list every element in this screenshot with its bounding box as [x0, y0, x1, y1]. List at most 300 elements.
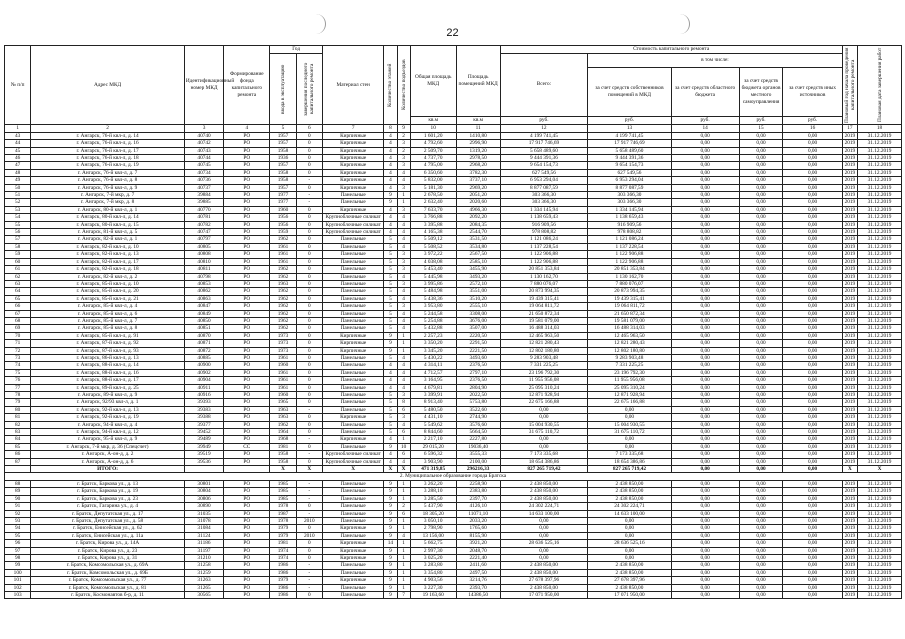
table-row	[5, 184, 902, 191]
cell-num: 78	[5, 392, 31, 399]
cell-cost-owners: 17 917 746,69	[588, 140, 671, 147]
cell-id: 40900	[184, 362, 223, 369]
cell-plan-end: 31.12.2019	[858, 547, 902, 554]
cell-id: 40850	[184, 317, 223, 324]
header-plan-start: Плановый год начала проведения капитального ремонта	[843, 47, 856, 123]
cell-id: 40805	[184, 243, 223, 250]
cell-num: 59	[5, 251, 31, 258]
cell-plan-start: 2019	[842, 258, 857, 265]
cell-address: г. Ангарск, 92-й квл-л, д. 19	[31, 414, 185, 421]
cell-cost-other: 0,00	[783, 325, 842, 332]
cell-cost-local: 0,00	[739, 362, 783, 369]
cell-fund: СС	[224, 443, 270, 450]
cell-fund: РО	[224, 547, 270, 554]
cell-cost-total: 24 302 224,71	[500, 503, 588, 510]
table-row	[5, 362, 902, 369]
cell-wall: Панельные	[322, 392, 383, 399]
column-number: 12	[500, 125, 588, 133]
header-living-area: Площадь помещений МКД	[456, 46, 500, 117]
cell-cost-local: 0,00	[739, 577, 783, 584]
cell-num: 79	[5, 399, 31, 406]
cell-cost-region: 0,00	[671, 377, 739, 384]
cell-num: 66	[5, 303, 31, 310]
header-wall: Материал стен	[322, 46, 383, 125]
table-row	[5, 369, 902, 376]
cell-living-area: 2393,70	[456, 584, 500, 591]
cell-plan-start: 2019	[842, 266, 857, 273]
cell-plan-start: 2019	[842, 547, 857, 554]
cell-cost-total: 12 821 280,43	[500, 340, 588, 347]
cell-cost-total: 9 654 154,73	[500, 162, 588, 169]
cell-plan-start: 2019	[842, 414, 857, 421]
cell-floors: 9	[384, 340, 397, 347]
cell-plan-start: 2019	[842, 517, 857, 524]
cell-wall: Панельные	[322, 251, 383, 258]
cell-cost-local: 0,00	[739, 325, 783, 332]
cell-address: г. Братск, Депутатская ул., д. 58	[31, 517, 185, 524]
cell-cost-other: 0,00	[783, 503, 842, 510]
cell-year-renovation: 0	[296, 147, 322, 154]
cell-fund: РО	[224, 517, 270, 524]
cell-id: 40740	[184, 132, 223, 139]
cell-cost-other: 0,00	[783, 429, 842, 436]
cell-cost-owners: 0,00	[588, 414, 671, 421]
cell-id: 31084	[184, 525, 223, 532]
cell-plan-start: 2019	[842, 177, 857, 184]
cell-cost-other: 0,00	[783, 273, 842, 280]
cell-cost-total: 16 488 314,03	[500, 325, 588, 332]
cell-total-area: 4 792,60	[410, 140, 456, 147]
cell-year-commission: 1979	[270, 577, 296, 584]
cell-entrances: 3	[397, 280, 410, 287]
cell-cost-other: 0,00	[783, 421, 842, 428]
cell-cost-total: 23 196 792,30	[500, 369, 588, 376]
cell-plan-end: 31.12.2019	[858, 243, 902, 250]
cell-living-area: 3676,00	[456, 317, 500, 324]
cell-fund: РО	[224, 147, 270, 154]
cell-num: 45	[5, 147, 31, 154]
cell-year-commission: 1973	[270, 332, 296, 339]
cell-cost-owners: 0,00	[588, 554, 671, 561]
cell-living-area: 3493,20	[456, 273, 500, 280]
cell-num: 89	[5, 488, 31, 495]
cell-year-renovation: -	[296, 495, 322, 502]
cell-entrances: 4	[397, 310, 410, 317]
cell-plan-start: 2019	[842, 354, 857, 361]
cell-plan-end: 31.12.2019	[858, 266, 902, 273]
cell-year-commission: 1979	[270, 525, 296, 532]
cell-cost-other: 0,00	[783, 199, 842, 206]
cell-id: 31210	[184, 554, 223, 561]
cell-cost-owners: 14 633 100,00	[588, 510, 671, 517]
cell-cost-other: 0,00	[783, 443, 842, 450]
table-row	[5, 591, 902, 598]
cell-cost-owners: 7 331 225,25	[588, 362, 671, 369]
cell-floors: 5	[384, 317, 397, 324]
cell-cost-local: 0,00	[739, 295, 783, 302]
cell-cost-region: 0,00	[671, 547, 739, 554]
cell-cost-region: 0,00	[671, 480, 739, 487]
cell-cost-owners: 19 439 315,41	[588, 295, 671, 302]
cell-cost-owners: 6 953 294,04	[588, 177, 671, 184]
cell-cost-other: 0,00	[783, 184, 842, 191]
cell-entrances: 1	[397, 332, 410, 339]
cell-living-area: 296216,33	[456, 466, 500, 473]
column-number: 14	[671, 125, 739, 133]
cell-address: г. Ангарск, 86-й квл-л, д. 13	[31, 354, 185, 361]
cell-cost-other: 0,00	[783, 251, 842, 258]
cell-fund: РО	[224, 221, 270, 228]
cell-cost-other: 0,00	[783, 340, 842, 347]
cell-num: 76	[5, 377, 31, 384]
cell-entrances: 2	[397, 132, 410, 139]
cell-cost-total: 27 678 397,96	[500, 577, 588, 584]
cell-address: г. Ангарск, 80-й квл-л, д. 15	[31, 221, 185, 228]
cell-cost-region: 0,00	[671, 340, 739, 347]
cell-address: г. Ангарск, А-он-д, д. 6	[31, 458, 185, 465]
cell-year-renovation: -	[296, 406, 322, 413]
cell-year-renovation: 0	[296, 554, 322, 561]
cell-wall: Панельные	[322, 192, 383, 199]
cell-address: г. Ангарск, 7-й мкр, д. 8	[31, 199, 185, 206]
cell-total-area: 5 832,00	[410, 177, 456, 184]
cell-plan-start: 2019	[842, 280, 857, 287]
cell-cost-owners: 978 808,82	[588, 229, 671, 236]
cell-cost-owners: 19 581 079,00	[588, 317, 671, 324]
cell-num: 101	[5, 577, 31, 584]
table-row	[5, 532, 902, 539]
cell-cost-total: 19 581 079,00	[500, 317, 588, 324]
cell-year-renovation: 0	[296, 340, 322, 347]
cell-total-area: 4 712,57	[410, 369, 456, 376]
cell-fund: РО	[224, 458, 270, 465]
cell-cost-region: 0,00	[671, 273, 739, 280]
cell-year-renovation: 0	[296, 280, 322, 287]
cell-cost-region: 0,00	[671, 258, 739, 265]
cell-wall: Крупноблочные силикат	[322, 229, 383, 236]
cell-floors: 4	[384, 384, 397, 391]
cell-plan-start: 2019	[842, 169, 857, 176]
cell-fund: РО	[224, 140, 270, 147]
cell-entrances: 4	[397, 214, 410, 221]
cell-fund: РО	[224, 510, 270, 517]
column-number: 11	[456, 125, 500, 133]
cell-year-renovation: 0	[296, 354, 322, 361]
cell-cost-owners: 9 444 391,36	[588, 155, 671, 162]
cell-wall: Крупноблочные силикат	[322, 214, 383, 221]
cell-living-area: 3531,50	[456, 236, 500, 243]
cell-plan-start: X	[842, 466, 857, 473]
cell-cost-local: 0,00	[739, 540, 783, 547]
table-row	[5, 140, 902, 147]
cell-plan-end: 31.12.2019	[858, 184, 902, 191]
cell-id: 31124	[184, 532, 223, 539]
cell-wall: Кирпичные	[322, 347, 383, 354]
cell-entrances: X	[397, 466, 410, 473]
cell-wall: Панельные	[322, 310, 383, 317]
cell-total-area: 4 679,81	[410, 384, 456, 391]
cell-id: 39536	[184, 458, 223, 465]
cell-cost-total: 9 283 903,48	[500, 354, 588, 361]
cell-address: г. Ангарск, 76-й квл-л, д. 9	[31, 184, 185, 191]
cell-plan-end: 31.12.2019	[858, 221, 902, 228]
cell-floors: 5	[384, 392, 397, 399]
cell-cost-owners: 8 877 087,59	[588, 184, 671, 191]
cell-entrances: 1	[397, 495, 410, 502]
cell-num: 50	[5, 184, 31, 191]
cell-entrances: 1	[397, 436, 410, 443]
cell-plan-end: 31.12.2019	[858, 510, 902, 517]
cell-living-area: 2221,50	[456, 347, 500, 354]
cell-year-commission: 1956	[270, 214, 296, 221]
cell-cost-total: 11 955 956,08	[500, 377, 588, 384]
cell-address: г. Ангарск, 82-й квл-л, д. 13	[31, 251, 185, 258]
header-id: Идентификационный номер МКД	[184, 46, 223, 125]
cell-cost-local: 0,00	[739, 147, 783, 154]
cell-floors: 4	[384, 147, 397, 154]
cell-year-commission: 1973	[270, 347, 296, 354]
cell-living-area: 3921,20	[456, 540, 500, 547]
cell-year-renovation: 0	[296, 317, 322, 324]
cell-wall: Панельные	[322, 562, 383, 569]
cell-year-commission: 1957	[270, 140, 296, 147]
cell-plan-start: 2019	[842, 192, 857, 199]
cell-year-renovation: 0	[296, 236, 322, 243]
cell-cost-region: 0,00	[671, 140, 739, 147]
cell-wall: Панельные	[322, 532, 383, 539]
cell-address: г. Ангарск, 95-й квл-л, д. 9	[31, 436, 185, 443]
cell-wall: Крупноблочные силикат	[322, 221, 383, 228]
cell-wall: Панельные	[322, 280, 383, 287]
cell-plan-start: 2019	[842, 310, 857, 317]
cell-wall: Панельные	[322, 503, 383, 510]
cell-cost-owners: 16 488 314,03	[588, 325, 671, 332]
cell-address: г. Ангарск, 76-й квл-л, д. 19	[31, 162, 185, 169]
cell-cost-total: 9 444 391,36	[500, 155, 588, 162]
cell-cost-region: 0,00	[671, 443, 739, 450]
cell-year-commission: 1985	[270, 495, 296, 502]
cell-living-area: 3522,60	[456, 406, 500, 413]
cell-plan-start: 2019	[842, 562, 857, 569]
cell-cost-owners: 2 438 850,00	[588, 584, 671, 591]
cell-id: 31259	[184, 569, 223, 576]
cell-num: 65	[5, 295, 31, 302]
cell-cost-local: 0,00	[739, 155, 783, 162]
cell-total-area: 19 163,60	[410, 591, 456, 598]
cell-cost-owners: 2 438 850,00	[588, 480, 671, 487]
cell-wall: Кирпичные	[322, 147, 383, 154]
cell-cost-local: 0,00	[739, 310, 783, 317]
cell-cost-local: 0,00	[739, 177, 783, 184]
cell-plan-end: 31.12.2019	[858, 532, 902, 539]
cell-cost-other: 0,00	[783, 584, 842, 591]
cell-total-area: 5 244,58	[410, 310, 456, 317]
cell-num: 87	[5, 458, 31, 465]
cell-total-area: 4 737,70	[410, 155, 456, 162]
cell-plan-start: 2019	[842, 443, 857, 450]
cell-num: 67	[5, 310, 31, 317]
cell-entrances: 10	[397, 443, 410, 450]
cell-cost-total: 7 173 335,68	[500, 451, 588, 458]
cell-cost-local: 0,00	[739, 303, 783, 310]
header-year-renovation: завершения последнего капитального ремонта	[296, 53, 322, 124]
cell-cost-region: 0,00	[671, 206, 739, 213]
cell-year-renovation: 2010	[296, 532, 322, 539]
cell-fund: РО	[224, 488, 270, 495]
cell-total-area: 3 903,90	[410, 458, 456, 465]
cell-plan-start: 2019	[842, 273, 857, 280]
table-row	[5, 258, 902, 265]
cell-cost-local: 0,00	[739, 525, 783, 532]
cell-cost-other: 0,00	[783, 569, 842, 576]
cell-wall: Кирпичные	[322, 547, 383, 554]
cell-fund: РО	[224, 414, 270, 421]
cell-plan-start: 2019	[842, 251, 857, 258]
cell-year-commission: 1963	[270, 280, 296, 287]
cell-plan-end: 31.12.2019	[858, 132, 902, 139]
cell-address: г. Братск, Гагарина ул., д. 4	[31, 503, 185, 510]
cell-plan-start: 2019	[842, 429, 857, 436]
cell-plan-end: 31.12.2019	[858, 554, 902, 561]
cell-plan-start: 2019	[842, 317, 857, 324]
cell-fund: РО	[224, 591, 270, 598]
cell-fund: РО	[224, 480, 270, 487]
cell-id: 40847	[184, 303, 223, 310]
cell-cost-other: 0,00	[783, 332, 842, 339]
cell-cost-other: 0,00	[783, 155, 842, 162]
cell-num: 49	[5, 177, 31, 184]
cell-plan-end: 31.12.2019	[858, 369, 902, 376]
section-row	[5, 473, 902, 480]
cell-id: 40734	[184, 169, 223, 176]
cell-living-area: 1319,20	[456, 147, 500, 154]
cell-plan-start: 2019	[842, 243, 857, 250]
cell-num: 57	[5, 236, 31, 243]
cell-id: 40747	[184, 229, 223, 236]
cell-cost-owners: 0,00	[588, 517, 671, 524]
cell-year-renovation: 0	[296, 132, 322, 139]
table-row	[5, 584, 902, 591]
cell-year-renovation: 0	[296, 421, 322, 428]
cell-year-commission: 1973	[270, 340, 296, 347]
cell-living-area: 1410,80	[456, 132, 500, 139]
cell-cost-region: 0,00	[671, 517, 739, 524]
cell-id: 40849	[184, 310, 223, 317]
cell-num: 58	[5, 243, 31, 250]
cell-entrances: 3	[397, 162, 410, 169]
cell-year-commission: 1958	[270, 458, 296, 465]
cell-total-area: 3 262,20	[410, 480, 456, 487]
cell-cost-owners: 7 173 335,68	[588, 451, 671, 458]
cell-cost-owners: 19 064 811,72	[588, 303, 671, 310]
cell-total-area: 2 257,23	[410, 332, 456, 339]
cell-living-area: 2020,60	[456, 199, 500, 206]
cell-year-commission: 1981	[270, 443, 296, 450]
cell-year-commission: 1960	[270, 392, 296, 399]
cell-wall: Панельные	[322, 273, 383, 280]
cell-wall: Панельные	[322, 510, 383, 517]
cell-cost-region: 0,00	[671, 577, 739, 584]
cell-address: г. Братск, Кирова ул., д. 23	[31, 547, 185, 554]
cell-cost-total: 0,00	[500, 436, 588, 443]
cell-plan-start: 2019	[842, 577, 857, 584]
cell-entrances: 6	[397, 406, 410, 413]
cell-cost-owners: 21 650 872,34	[588, 310, 671, 317]
cell-address: г. Братск, Енисейская ул., д. 62	[31, 525, 185, 532]
cell-floors: 4	[384, 214, 397, 221]
cell-floors: 9	[384, 480, 397, 487]
cell-cost-other: 0,00	[783, 295, 842, 302]
table-row	[5, 206, 902, 213]
cell-plan-start: 2019	[842, 451, 857, 458]
cell-wall: Кирпичные	[322, 184, 383, 191]
cell-floors: 9	[384, 591, 397, 598]
cell-id: 40863	[184, 295, 223, 302]
cell-total-area: 5 430,22	[410, 354, 456, 361]
cell-plan-start: 2019	[842, 214, 857, 221]
cell-fund: РО	[224, 251, 270, 258]
header-incl: в том числе:	[588, 53, 842, 67]
cell-year-commission: 1956	[270, 221, 296, 228]
cell-plan-start: 2019	[842, 540, 857, 547]
cell-cost-local: 0,00	[739, 236, 783, 243]
cell-cost-total: 22 675 166,88	[500, 399, 588, 406]
cell-entrances: 3	[397, 414, 410, 421]
cell-num: 90	[5, 495, 31, 502]
cell-floors: 9	[384, 577, 397, 584]
cell-address: г. Братск, Енисейская ул., д. 11а	[31, 532, 185, 539]
cell-cost-total: 978 808,82	[500, 229, 588, 236]
table-row	[5, 458, 902, 465]
cell-id: 39884	[184, 192, 223, 199]
table-body-bratsk	[5, 480, 902, 599]
cell-cost-owners: 303 366,30	[588, 199, 671, 206]
cell-id: 40911	[184, 384, 223, 391]
cell-cost-total: 0,00	[500, 414, 588, 421]
cell-num: 61	[5, 266, 31, 273]
cell-floors: 4	[384, 132, 397, 139]
cell-plan-start: 2019	[842, 295, 857, 302]
cell-cost-region: 0,00	[671, 451, 739, 458]
cell-floors: 9	[384, 584, 397, 591]
header-year-group: Год	[270, 46, 323, 54]
cell-year-renovation: 0	[296, 429, 322, 436]
cell-plan-start: 2019	[842, 503, 857, 510]
cell-num: 80	[5, 406, 31, 413]
cell-address: г. Ангарск, 76-й квл-л, д. 18	[31, 155, 185, 162]
cell-year-commission: 1958	[270, 169, 296, 176]
column-number: 1	[5, 125, 31, 133]
cell-address: г. Ангарск, 76-й квл-л, д. 16	[31, 140, 185, 147]
cell-fund: РО	[224, 384, 270, 391]
cell-cost-other: 0,00	[783, 532, 842, 539]
cell-plan-start: 2019	[842, 147, 857, 154]
cell-plan-end: 31.12.2019	[858, 495, 902, 502]
cell-cost-other: 0,00	[783, 591, 842, 598]
table-row	[5, 377, 902, 384]
cell-entrances: 4	[397, 369, 410, 376]
cell-entrances: 4	[397, 288, 410, 295]
cell-fund: РО	[224, 554, 270, 561]
cell-total-area: 8 844,60	[410, 429, 456, 436]
cell-living-area: 4966,30	[456, 206, 500, 213]
cell-year-renovation: 0	[296, 155, 322, 162]
cell-id: 40862	[184, 288, 223, 295]
cell-wall: Панельные	[322, 362, 383, 369]
column-number: 18	[858, 125, 902, 133]
cell-wall: Панельные	[322, 406, 383, 413]
cell-cost-other: 0,00	[783, 288, 842, 295]
